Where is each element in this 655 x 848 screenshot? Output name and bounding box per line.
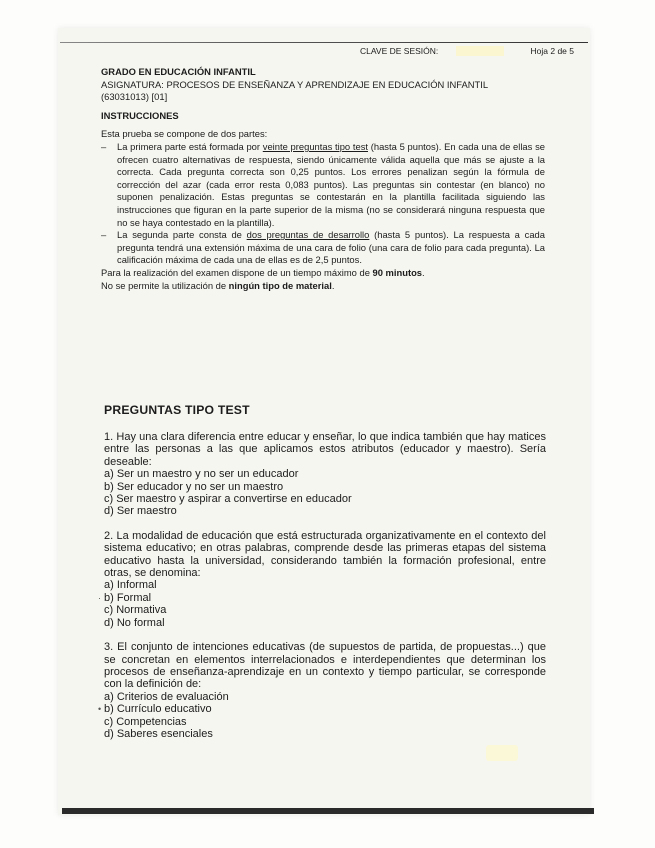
page-header xyxy=(360,43,574,59)
question-stem: 3. El conjunto de intenciones educativas (de supuestos de partida, de propuestas...) que se concretan en elementos interrelacionados e interdependientes que determinan los procesos de enseñanza-aprendizaje en un contexto y tiempo particular, se corresponde con la definición de: xyxy=(104,641,546,691)
dash-bullet: – xyxy=(101,229,107,241)
underlined-essay-count: dos preguntas de desarrollo xyxy=(246,229,370,241)
material-note: No se permite la utilización de ningún tipo de material. xyxy=(101,279,335,291)
instructions-parts-list xyxy=(101,141,545,267)
test-questions xyxy=(98,431,546,752)
session-key-highlight xyxy=(456,46,504,56)
dash-bullet: – xyxy=(101,140,107,152)
option-a: a) Informal xyxy=(104,579,157,592)
instructions-part-2: – La segunda parte consta de dos preguntas de desarrollo (hasta 5 puntos). La respuesta a cada pregunta tendrá una extensión máxima de una cara de folio (una cara de folio para cada pregunta). La calificación máxima de cada una de ellas es de 2,5 puntos. xyxy=(101,229,545,266)
question-options xyxy=(104,468,546,518)
subject-code: (63031013) [01] xyxy=(101,91,168,103)
instructions-intro: Esta prueba se compone de dos partes: xyxy=(101,128,268,140)
option-d: d) Ser maestro xyxy=(104,505,177,518)
option-b: b) Ser educador y no ser un maestro xyxy=(104,480,284,493)
question-1 xyxy=(104,431,546,518)
subject-title: ASIGNATURA: PROCESOS DE ENSEÑANZA Y APRENDIZAJE EN EDUCACIÓN INFANTIL xyxy=(101,78,489,90)
option-d: d) No formal xyxy=(104,616,165,629)
option-b: • b) Currículo educativo xyxy=(98,703,212,716)
degree-title: GRADO EN EDUCACIÓN INFANTIL xyxy=(101,66,256,77)
question-2 xyxy=(98,529,546,629)
question-options xyxy=(98,690,546,741)
question-stem: 1. Hay una clara diferencia entre educar y enseñar, lo que indica también que hay matices entre las personas a las que aplicamos estos atributos (educador y maestro). Sería deseable: xyxy=(104,431,546,468)
question-3 xyxy=(98,641,546,740)
option-a: a) Ser un maestro y no ser un educador xyxy=(104,468,299,481)
option-b: · b) Formal xyxy=(98,591,152,604)
highlighter-smudge xyxy=(486,745,518,761)
underlined-test-count: veinte preguntas tipo test xyxy=(262,140,368,152)
instructions-part-1: – La primera parte está formada por veinte preguntas tipo test (hasta 5 puntos). En cada una de ellas se ofrecen cuatro alternativas de respuesta, siendo únicamente válida aquella que más se ajuste a la correcta. Cada pregunta correcta son 0,25 puntos. Los errores penalizan según la fórmula de corrección del azar (cada error resta 0,083 puntos). Las preguntas sin contestar (en blanco) no suponen penalización. Estas preguntas se contestarán en la plantilla facilitada siguiendo las instrucciones que figuran en la parte superior de la misma (no se considerará ninguna respuesta que no se haya contestado en la plantilla). xyxy=(101,140,545,228)
option-c: c) Normativa xyxy=(104,604,167,617)
pencil-dot-mark: · xyxy=(98,592,101,603)
question-options xyxy=(98,579,546,629)
option-c: c) Competencias xyxy=(104,715,187,728)
pencil-dot-mark: • xyxy=(98,704,102,715)
test-section-title: PREGUNTAS TIPO TEST xyxy=(104,403,250,417)
option-a: a) Criterios de evaluación xyxy=(104,690,229,703)
page-number: Hoja 2 de 5 xyxy=(530,46,574,56)
session-key-label: CLAVE DE SESIÓN: xyxy=(360,46,439,56)
page-bottom-edge xyxy=(62,808,594,814)
instructions-heading: INSTRUCCIONES xyxy=(101,109,179,121)
option-c: c) Ser maestro y aspirar a convertirse en educador xyxy=(104,493,352,506)
time-limit-note: Para la realización del examen dispone de un tiempo máximo de 90 minutos. xyxy=(101,266,425,278)
option-d: d) Saberes esenciales xyxy=(104,727,213,740)
question-stem: 2. La modalidad de educación que está estructurada organizativamente en el contexto del sistema educativo; en otras palabras, comprende desde las primeras etapas del sistema educativo hasta la universidad, considerando también la formación profesional, entre otras, se denomina: xyxy=(104,529,546,580)
exam-instructions-block xyxy=(101,66,545,292)
